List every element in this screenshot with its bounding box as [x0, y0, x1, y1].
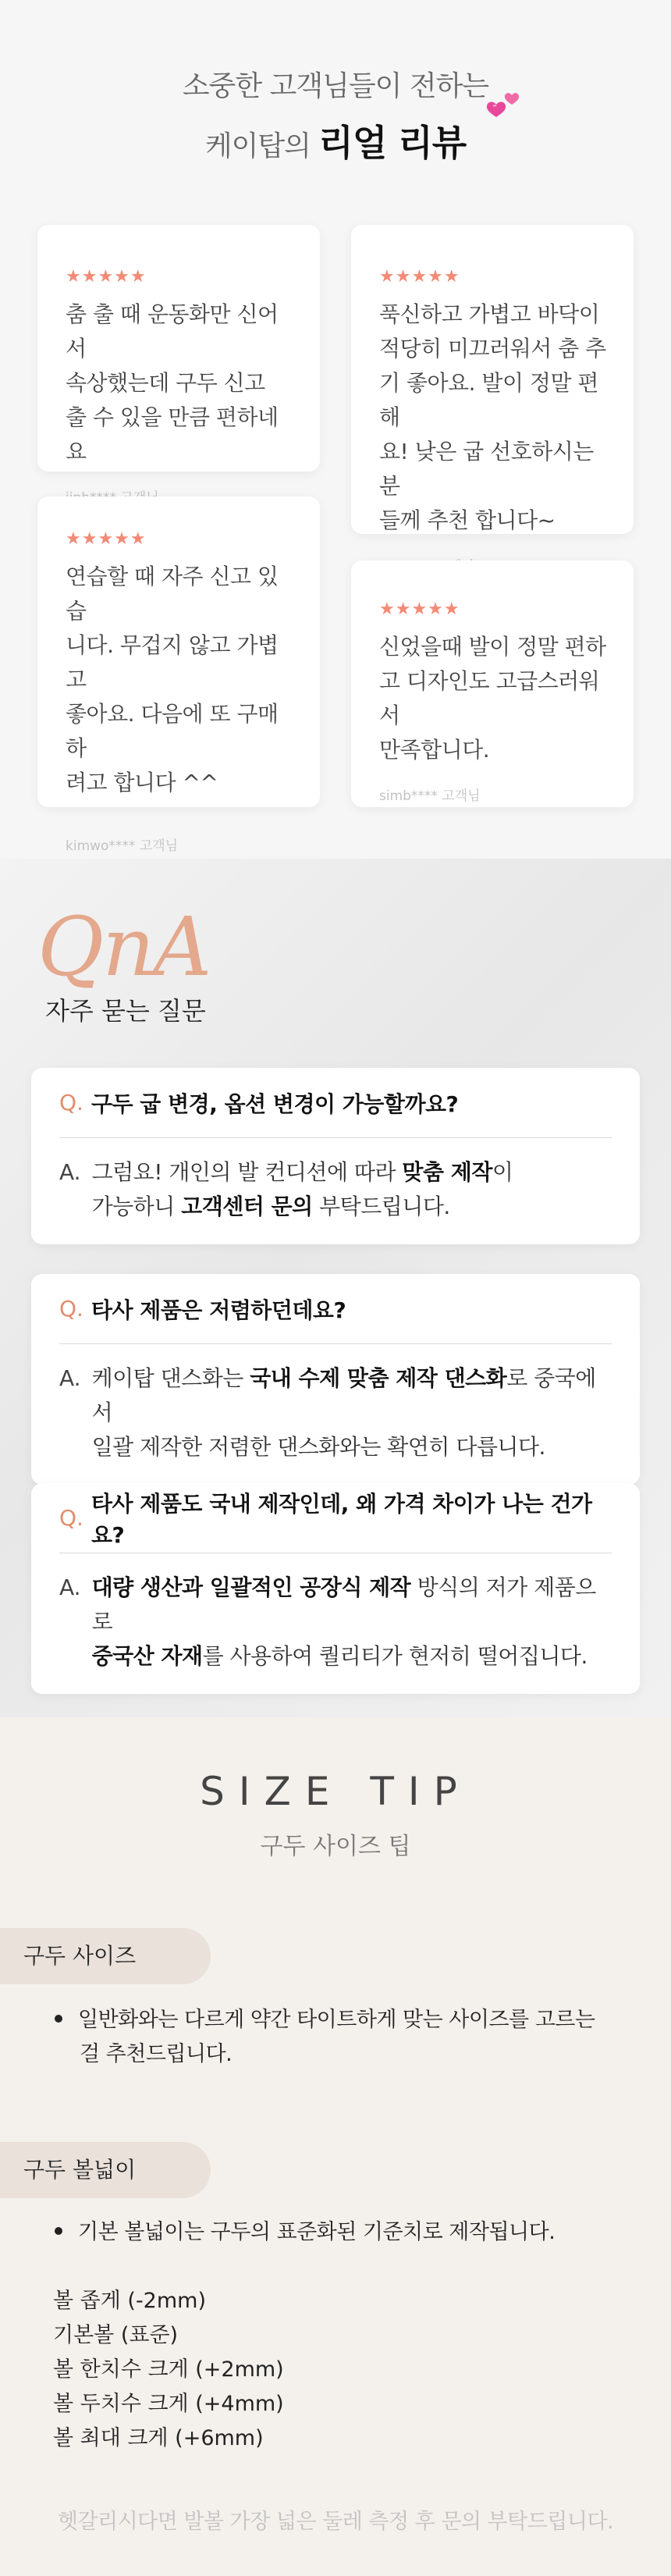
reviews-heading-line2 [0, 115, 671, 166]
hearts-icon [482, 89, 526, 128]
answer-text-part: 를 사용하여 퀄리티가 현저히 떨어집니다. [202, 1643, 588, 1669]
reviews-heading-line1: 소중한 고객님들이 전하는 [182, 70, 489, 102]
review-line: 기 좋아요. 발이 정말 편해 [379, 370, 598, 430]
shoe-width-bullet [55, 2215, 555, 2250]
question-row [59, 1068, 612, 1138]
question-row [59, 1274, 612, 1344]
review-line: 신었을때 발이 정말 편하 [379, 634, 606, 660]
answer-row [59, 1553, 612, 1694]
review-line: 좋아요. 다음에 또 구매하 [66, 701, 279, 761]
review-card-4 [351, 560, 634, 807]
review-author: kimwo**** 고객님 [66, 838, 179, 854]
review-line: 들께 추천 합니다~ [379, 507, 556, 533]
answer-mark: A. [59, 1365, 81, 1391]
answer-row [59, 1138, 612, 1244]
answer-row [59, 1344, 612, 1485]
shoe-size-label: 구두 사이즈 [0, 1928, 211, 1984]
qna-subtitle: 자주 묻는 질문 [45, 996, 206, 1026]
review-line: 만족합니다. [379, 737, 490, 763]
review-line: 춤 출 때 운동화만 신어서 [66, 301, 279, 361]
review-card-2 [351, 225, 634, 534]
answer-text-bold: 고객센터 문의 [181, 1194, 313, 1219]
width-option: 볼 최대 크게 (+6mm) [53, 2426, 264, 2450]
size-tip-note: 헷갈리시다면 발볼 가장 넓은 둘레 측정 후 문의 부탁드립니다. [57, 2510, 614, 2534]
width-option: 기본볼 (표준) [53, 2323, 179, 2347]
review-line: 니다. 무겁지 않고 가볍고 [66, 632, 279, 692]
rating-stars: ★★★★★ [379, 267, 460, 286]
size-tip-title: SIZE TIP [200, 1769, 471, 1814]
width-option: 볼 한치수 크게 (+2mm) [53, 2357, 284, 2382]
answer-text-part: 일괄 제작한 저렴한 댄스화와는 확연히 다릅니다. [91, 1434, 545, 1460]
bullet-dot-icon [55, 2227, 62, 2235]
answer-text [92, 1571, 612, 1674]
question-mark: Q. [59, 1505, 83, 1531]
question-mark: Q. [59, 1296, 83, 1322]
answer-text [92, 1361, 612, 1464]
answer-text-part: 방식의 저가 제품으로 [91, 1574, 596, 1635]
rating-stars: ★★★★★ [66, 529, 147, 549]
answer-text-bold: 맞춤 제작 [402, 1159, 492, 1185]
bullet-text: 일반화와는 다르게 약간 타이트하게 맞는 사이즈를 고르는 [78, 2008, 595, 2032]
bullet-dot-icon [55, 2015, 62, 2023]
review-text [379, 630, 610, 767]
review-card-3 [37, 496, 320, 854]
question-text: 타사 제품도 국내 제작인데, 왜 가격 차이가 나는 건가요? [91, 1490, 592, 1548]
width-option: 볼 좁게 (-2mm) [53, 2289, 207, 2313]
answer-text-part: 케이탑 댄스화는 [91, 1365, 250, 1391]
width-options-list [53, 2284, 284, 2456]
qna-item-2 [31, 1274, 640, 1485]
question-mark: Q. [59, 1090, 83, 1115]
review-line: 연습할 때 자주 신고 있습 [66, 564, 279, 624]
shoe-size-bullet [55, 2003, 595, 2072]
qna-section [0, 859, 671, 1717]
review-line: 고 디자인도 고급스러워서 [379, 668, 600, 728]
answer-text-bold: 중국산 자재 [91, 1643, 203, 1669]
answer-mark: A. [59, 1574, 81, 1600]
answer-text [92, 1155, 513, 1224]
answer-text-part: 그럼요! 개인의 발 컨디션에 따라 [91, 1159, 403, 1185]
review-line: 요! 낮은 굽 선호하시는 분 [379, 439, 594, 499]
review-text [66, 297, 290, 469]
answer-text-part: 이 [492, 1159, 513, 1185]
question-text: 타사 제품은 저렴하던데요? [91, 1297, 346, 1323]
review-text [66, 560, 296, 800]
answer-text-part: 로 중국에서 [91, 1365, 596, 1425]
reviews-heading [0, 64, 671, 166]
question-text: 구두 굽 변경, 옵션 변경이 가능할까요? [91, 1091, 459, 1117]
qna-title: QnA [37, 899, 211, 994]
answer-text-part: 부탁드립니다. [312, 1194, 450, 1219]
size-tip-subtitle: 구두 사이즈 팁 [260, 1833, 411, 1860]
review-line: 푹신하고 가볍고 바닥이 [379, 301, 600, 327]
question-row [59, 1483, 612, 1553]
reviews-heading-bold: 리얼 리뷰 [318, 122, 467, 164]
qna-item-3 [31, 1483, 640, 1694]
review-line: 속상했는데 구두 신고 [66, 370, 265, 396]
review-author: simb**** 고객님 [379, 788, 481, 804]
reviews-heading-prefix: 케이탑의 [204, 130, 311, 162]
width-option: 볼 두치수 크게 (+4mm) [53, 2392, 284, 2416]
review-text [379, 297, 610, 538]
shoe-width-label: 구두 볼넓이 [0, 2142, 211, 2198]
bullet-text: 걸 추천드립니다. [80, 2042, 233, 2066]
qna-item-1 [31, 1068, 640, 1244]
answer-text-bold: 대량 생산과 일괄적인 공장식 제작 [91, 1574, 411, 1600]
review-line: 려고 합니다 ^^ [66, 770, 218, 795]
rating-stars: ★★★★★ [379, 600, 460, 619]
review-card-1 [37, 225, 320, 471]
review-line: 적당히 미끄러워서 춤 추 [379, 336, 606, 361]
size-tip-section [0, 1717, 671, 2576]
answer-mark: A. [59, 1159, 81, 1185]
answer-text-bold: 국내 수제 맞춤 제작 댄스화 [250, 1365, 507, 1391]
bullet-text: 기본 볼넓이는 구두의 표준화된 기준치로 제작됩니다. [78, 2220, 556, 2244]
review-line: 출 수 있을 만큼 편하네요 [66, 404, 279, 464]
reviews-section [0, 0, 671, 859]
rating-stars: ★★★★★ [66, 267, 147, 286]
answer-text-part: 가능하니 [91, 1194, 182, 1219]
